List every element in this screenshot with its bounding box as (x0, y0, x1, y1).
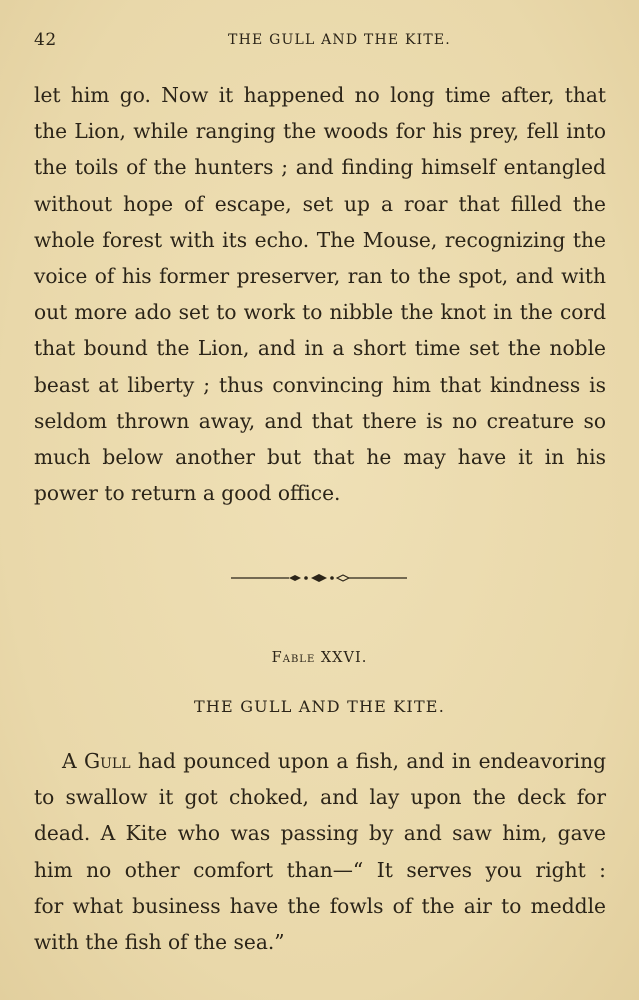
text-line-rest: had pounced upon a fish, and in endeavoring (137, 749, 607, 773)
text-line: beast at liberty ; thus convincing him that kindness is (34, 372, 606, 397)
text-line: seldom thrown away, and that there is no creature so (34, 408, 606, 433)
text-line: out more ado set to work to nibble the knot in the cord (34, 300, 606, 325)
text-line: much below another but that he may have it in his (34, 444, 606, 469)
text-line: with the fish of the sea.” (34, 929, 285, 954)
fable-number-text: Fable XXVI. (271, 650, 368, 666)
text-line: voice of his former preserver, ran to the spot, and with (34, 263, 606, 288)
text-line: that bound the Lion, and in a short time set the noble (34, 336, 606, 361)
fable-title: THE GULL AND THE KITE. (194, 697, 445, 716)
text-line: dead. A Kite who was passing by and saw him, gave (34, 821, 606, 846)
page-number: 42 (34, 30, 57, 50)
text-line: let him go. Now it happened no long time after, that (34, 83, 606, 107)
text-line: power to return a good office. (34, 481, 341, 506)
text-line: whole forest with its echo. The Mouse, recognizing the (34, 227, 606, 252)
running-head (34, 30, 605, 54)
previous-fable-conclusion (34, 77, 606, 511)
text-line: the toils of the hunters ; and finding himself entangled (34, 155, 606, 180)
fable-number (0, 650, 639, 666)
running-head-title: THE GULL AND THE KITE. (228, 32, 451, 48)
text-line: for what business have the fowls of the air to meddle (34, 893, 606, 918)
fable-text (34, 743, 606, 960)
opening-word: A (62, 749, 77, 773)
text-line: the Lion, while ranging the woods for his prey, fell into (34, 119, 606, 144)
smallcap-word: Gull (83, 749, 131, 773)
section-ornament (229, 570, 409, 586)
text-line: him no other comfort than—“ It serves you right : (34, 857, 606, 882)
text-line: to swallow it got choked, and lay upon the deck for (34, 785, 606, 810)
text-line: without hope of escape, set up a roar that filled the (34, 191, 606, 216)
text-line (34, 743, 606, 779)
